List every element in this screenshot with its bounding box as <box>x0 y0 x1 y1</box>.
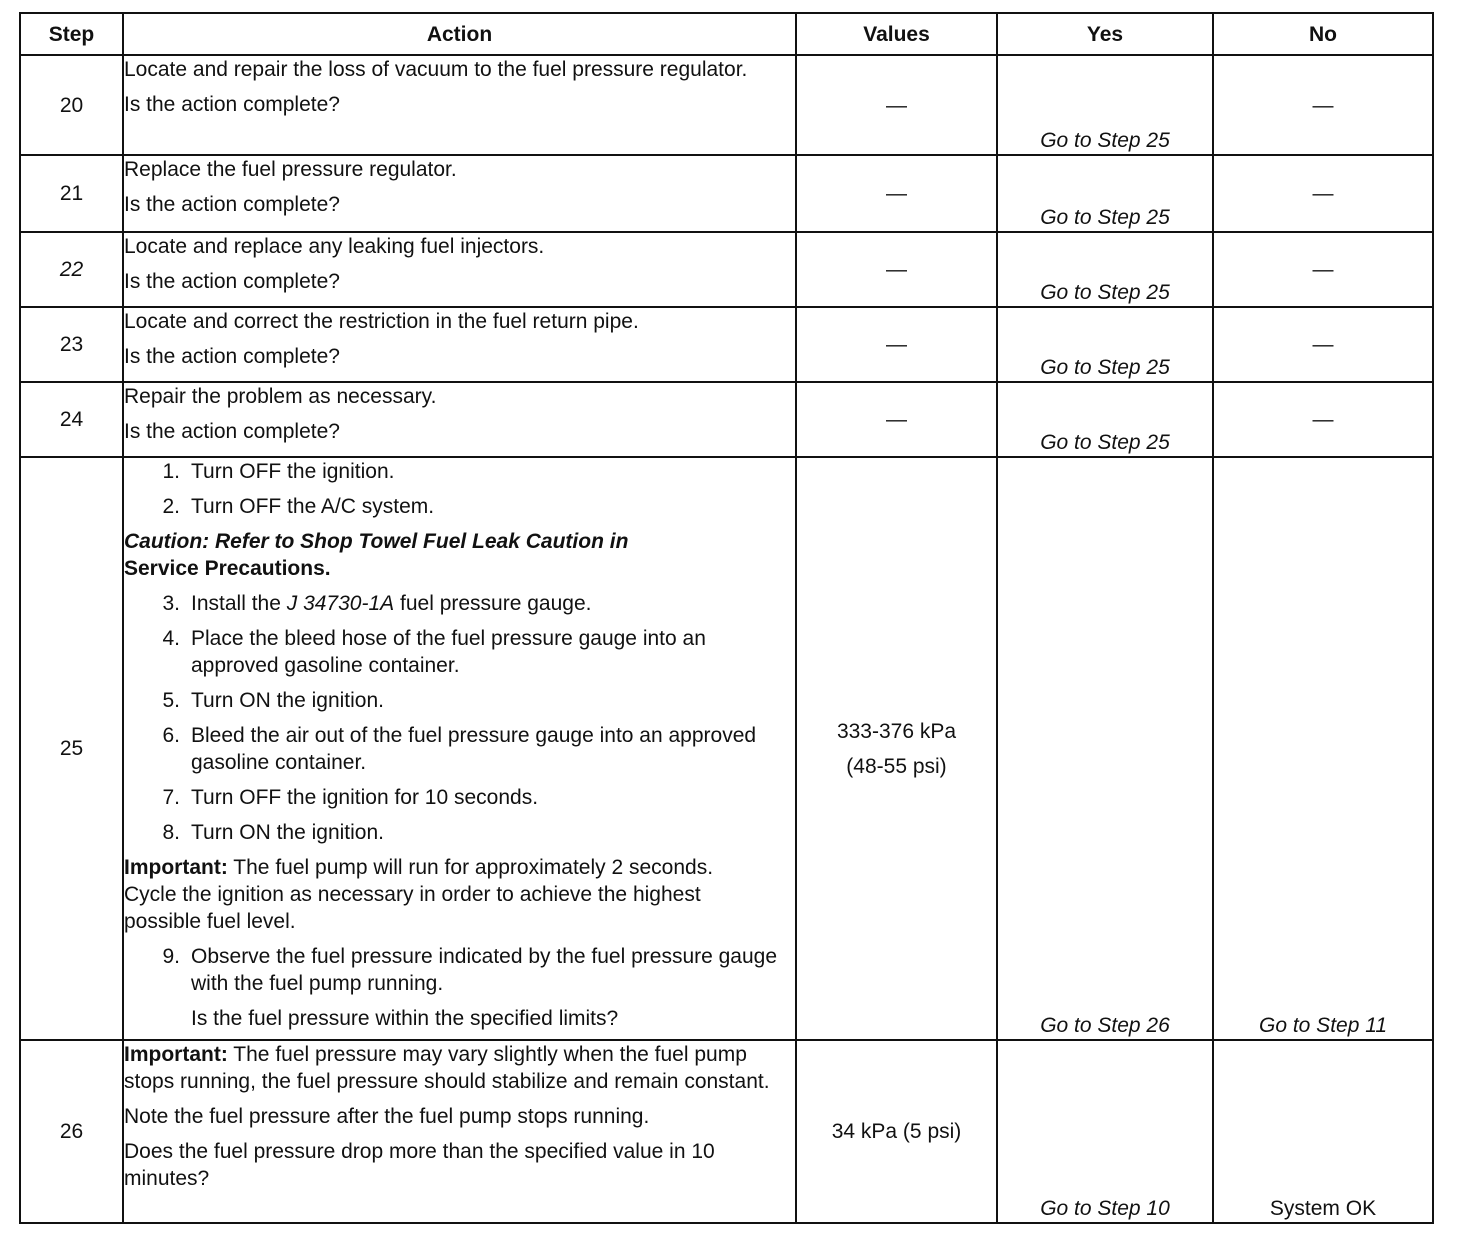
important-note: Important: The fuel pump will run for approximately 2 seconds. Cycle the ignition as necessary in order to achieve the highest possible fuel level. <box>124 856 714 933</box>
table-row <box>20 382 1433 457</box>
yes-cell: Go to Step 25 <box>997 232 1213 307</box>
action-cell <box>123 307 796 382</box>
yes-cell: Go to Step 25 <box>997 155 1213 232</box>
values-cell: — <box>796 382 997 457</box>
action-text: Repair the problem as necessary. <box>124 385 437 408</box>
step-number: 23 <box>20 307 123 382</box>
action-cell <box>123 232 796 307</box>
step-number: 26 <box>20 1040 123 1223</box>
action-question: Is the action complete? <box>124 345 340 368</box>
header-yes: Yes <box>997 13 1213 55</box>
important-note: Important: The fuel pressure may vary slightly when the fuel pump stops running, the fuel pressure should stabilize and remain constant. <box>124 1043 770 1093</box>
list-item: 3. Install the J 34730-1A fuel pressure gauge. <box>162 592 592 615</box>
action-cell <box>123 55 796 155</box>
action-question: Is the action complete? <box>124 420 340 443</box>
header-step: Step <box>20 13 123 55</box>
action-cell <box>123 155 796 232</box>
step-number: 22 <box>20 232 123 307</box>
no-cell: — <box>1213 307 1433 382</box>
list-item: 1. Turn OFF the ignition. <box>162 460 395 483</box>
no-cell: — <box>1213 382 1433 457</box>
table-row <box>20 55 1433 155</box>
header-row <box>20 13 1433 55</box>
table-row <box>20 1040 1433 1223</box>
action-question: Does the fuel pressure drop more than the specified value in 10 minutes? <box>124 1140 715 1190</box>
step-number: 25 <box>20 457 123 1040</box>
action-cell <box>123 457 796 1040</box>
values-cell: — <box>796 232 997 307</box>
list-item: 7. Turn OFF the ignition for 10 seconds. <box>162 786 539 809</box>
values-cell: — <box>796 307 997 382</box>
values-cell: 333-376 kPa (48-55 psi) <box>796 457 997 1040</box>
action-text: Locate and correct the restriction in the fuel return pipe. <box>124 310 639 333</box>
header-values: Values <box>796 13 997 55</box>
list-item: 6. Bleed the air out of the fuel pressure gauge into an approved gasoline container. <box>162 724 757 774</box>
action-question: Is the action complete? <box>124 193 340 216</box>
action-cell <box>123 1040 796 1223</box>
header-no: No <box>1213 13 1433 55</box>
action-question: Is the fuel pressure within the specified limits? <box>191 1007 619 1030</box>
table-row <box>20 457 1433 1040</box>
list-item: 8. Turn ON the ignition. <box>162 821 384 844</box>
action-text: Replace the fuel pressure regulator. <box>124 158 457 181</box>
action-text: Locate and replace any leaking fuel injectors. <box>124 235 545 258</box>
yes-cell: Go to Step 25 <box>997 55 1213 155</box>
step-number: 21 <box>20 155 123 232</box>
action-text: Locate and repair the loss of vacuum to the fuel pressure regulator. <box>124 58 748 81</box>
table-row <box>20 232 1433 307</box>
step-number: 20 <box>20 55 123 155</box>
yes-cell: Go to Step 25 <box>997 382 1213 457</box>
table-row <box>20 307 1433 382</box>
action-question: Is the action complete? <box>124 93 340 116</box>
values-cell: 34 kPa (5 psi) <box>796 1040 997 1223</box>
values-cell: — <box>796 55 997 155</box>
action-text: Note the fuel pressure after the fuel pump stops running. <box>124 1105 650 1128</box>
list-item: 2. Turn OFF the A/C system. <box>162 495 435 518</box>
yes-cell: Go to Step 25 <box>997 307 1213 382</box>
tool-number: J 34730-1A <box>286 592 395 615</box>
list-item: 4. Place the bleed hose of the fuel pressure gauge into an approved gasoline container. <box>162 627 706 677</box>
diagnostic-table <box>19 12 1434 1224</box>
values-cell: — <box>796 155 997 232</box>
list-item: 9. Observe the fuel pressure indicated by the fuel pressure gauge with the fuel pump running. <box>162 945 778 995</box>
no-cell: — <box>1213 155 1433 232</box>
step-number: 24 <box>20 382 123 457</box>
action-question: Is the action complete? <box>124 270 340 293</box>
no-cell: — <box>1213 55 1433 155</box>
yes-cell: Go to Step 10 <box>997 1040 1213 1223</box>
yes-cell: Go to Step 26 <box>997 457 1213 1040</box>
table-row <box>20 155 1433 232</box>
list-item: 5. Turn ON the ignition. <box>162 689 384 712</box>
no-cell: Go to Step 11 <box>1213 457 1433 1040</box>
caution-note: Caution: Refer to Shop Towel Fuel Leak Caution in Service Precautions. <box>124 530 629 580</box>
no-cell: System OK <box>1213 1040 1433 1223</box>
action-cell <box>123 382 796 457</box>
header-action: Action <box>123 13 796 55</box>
no-cell: — <box>1213 232 1433 307</box>
